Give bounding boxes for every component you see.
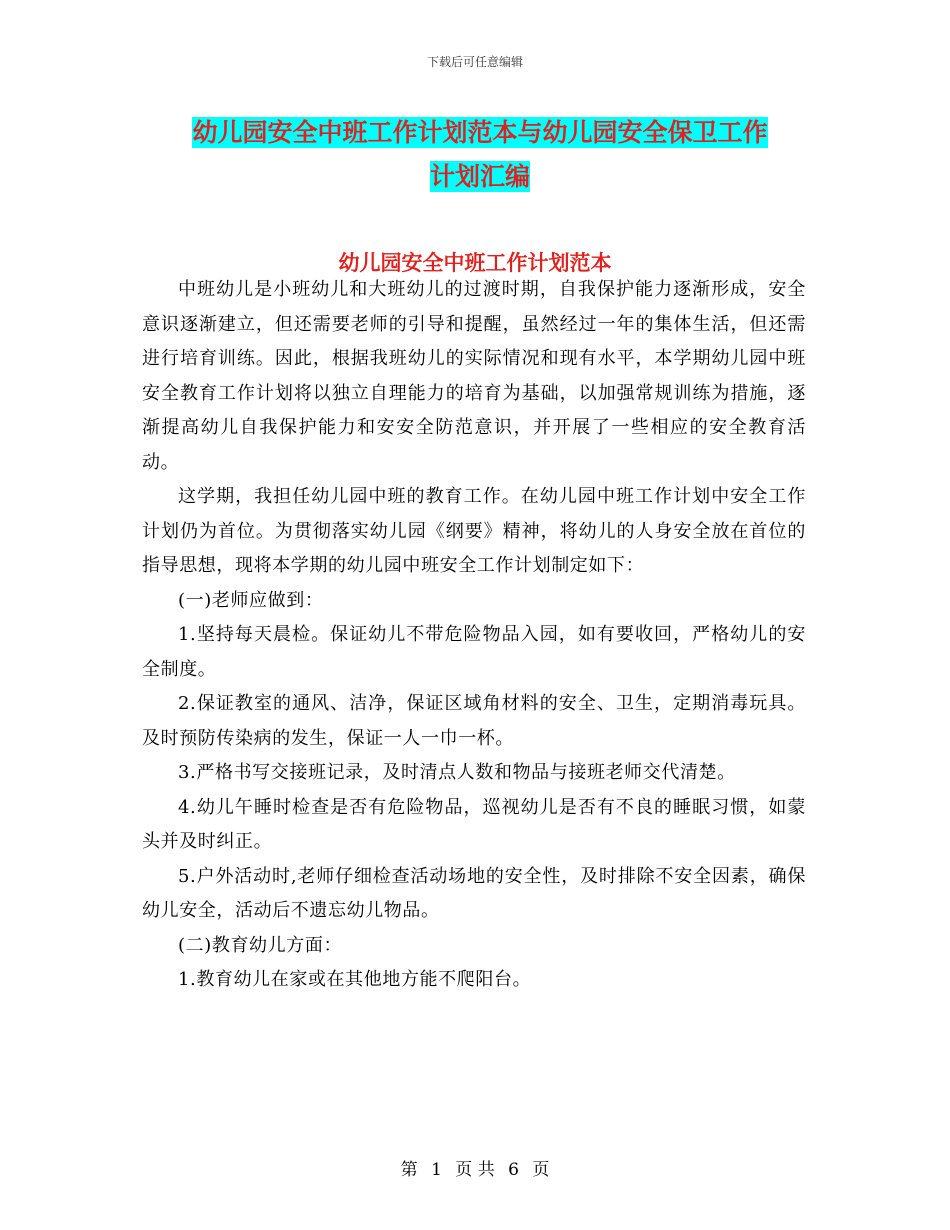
paragraph: 1.教育幼儿在家或在其他地方能不爬阳台。 (178, 969, 532, 990)
document-title-line-2 (140, 157, 820, 193)
page-footer (0, 1155, 950, 1180)
paragraph: 4.幼儿午睡时检查是否有危险物品，巡视幼儿是否有不良的睡眠习惯，如蒙头并及时纠正。 (142, 796, 806, 852)
header-note: 下载后可任意编辑 (426, 55, 523, 69)
footer-suffix: 页 (532, 1160, 550, 1180)
body-text (142, 273, 806, 998)
document-title-text-1: 幼儿园安全中班工作计划范本与幼儿园安全保卫工作 (192, 118, 768, 147)
paragraph: (一)老师应做到： (178, 589, 324, 611)
paragraph: 1.坚持每天晨检。保证幼儿不带危险物品入园，如有要收回，严格幼儿的安全制度。 (142, 624, 806, 680)
footer-page-number: 1 (431, 1160, 442, 1180)
footer-total-pages: 6 (508, 1160, 519, 1180)
footer-prefix: 第 (400, 1160, 418, 1180)
document-title-text-2: 计划汇编 (429, 162, 530, 191)
paragraph: 这学期，我担任幼儿园中班的教育工作。在幼儿园中班工作计划中安全工作计划仍为首位。为贯彻落实幼儿园《纲要》精神，将幼儿的人身安全放在首位的指导思想，现将本学期的幼儿园中班安全工作计划制定如下： (142, 486, 806, 576)
paragraph: 3.严格书写交接班记录，及时清点人数和物品与接班老师交代清楚。 (178, 762, 736, 783)
paragraph: 中班幼儿是小班幼儿和大班幼儿的过渡时期，自我保护能力逐渐形成，安全意识逐渐建立，但还需要老师的引导和提醒，虽然经过一年的集体生活，但还需进行培育训练。因此，根据我班幼儿的实际情况和现有水平，本学期幼儿园中班安全教育工作计划将以独立自理能力的培育为基础，以加强常规训练为措施，逐渐提高幼儿自我保护能力和安安全防范意识，并开展了一些相应的安全教育活动。 (142, 279, 806, 473)
paragraph: 2.保证教室的通风、洁净，保证区域角材料的安全、卫生，定期消毒玩具。及时预防传染病的发生，保证一人一巾一杯。 (142, 693, 806, 749)
paragraph: (二)教育幼儿方面： (178, 934, 343, 956)
footer-middle: 页 共 (455, 1160, 495, 1180)
section-title: 幼儿园安全中班工作计划范本 (338, 251, 612, 275)
document-title-line-1 (140, 113, 820, 149)
paragraph: 5.户外活动时,老师仔细检查活动场地的安全性，及时排除不安全因素，确保幼儿安全，活动后不遗忘幼儿物品。 (142, 865, 806, 921)
